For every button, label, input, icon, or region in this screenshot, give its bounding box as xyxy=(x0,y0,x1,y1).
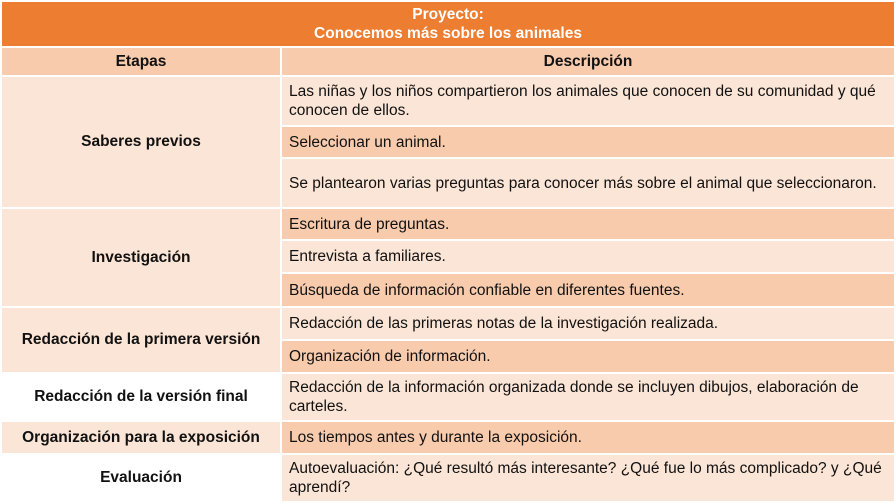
description-cell: Se plantearon varias preguntas para conocer más sobre el animal que seleccionaron. xyxy=(281,158,894,208)
stage-cell: Redacción de la versión final xyxy=(1,373,281,421)
column-header-stages: Etapas xyxy=(1,47,281,76)
title-row xyxy=(1,1,894,47)
description-cell: Escritura de preguntas. xyxy=(281,208,894,240)
header-row xyxy=(1,47,894,76)
stage-cell: Redacción de la primera versión xyxy=(1,307,281,373)
stage-cell: Saberes previos xyxy=(1,76,281,208)
description-cell: Redacción de las primeras notas de la investigación realizada. xyxy=(281,307,894,340)
description-cell: Entrevista a familiares. xyxy=(281,240,894,273)
title-line-2: Conocemos más sobre los animales xyxy=(314,25,582,42)
description-cell: Búsqueda de información confiable en diferentes fuentes. xyxy=(281,273,894,307)
table-row xyxy=(1,76,894,126)
description-cell: Redacción de la información organizada donde se incluyen dibujos, elaboración de carteles. xyxy=(281,373,894,421)
description-cell: Las niñas y los niños compartieron los animales que conocen de su comunidad y qué conocen de ellos. xyxy=(281,76,894,126)
table-row xyxy=(1,307,894,340)
description-cell: Organización de información. xyxy=(281,340,894,373)
column-header-description: Descripción xyxy=(281,47,894,76)
table-row xyxy=(1,421,894,454)
table-title xyxy=(1,1,894,47)
description-cell: Seleccionar un animal. xyxy=(281,126,894,158)
description-cell: Autoevaluación: ¿Qué resultó más interesante? ¿Qué fue lo más complicado? y ¿Qué aprendí? xyxy=(281,454,894,502)
stage-cell: Investigación xyxy=(1,208,281,307)
title-line-1: Proyecto: xyxy=(412,6,484,23)
table-row xyxy=(1,373,894,421)
description-cell: Los tiempos antes y durante la exposición. xyxy=(281,421,894,454)
stage-cell: Evaluación xyxy=(1,454,281,502)
stage-cell: Organización para la exposición xyxy=(1,421,281,454)
table-row xyxy=(1,208,894,240)
